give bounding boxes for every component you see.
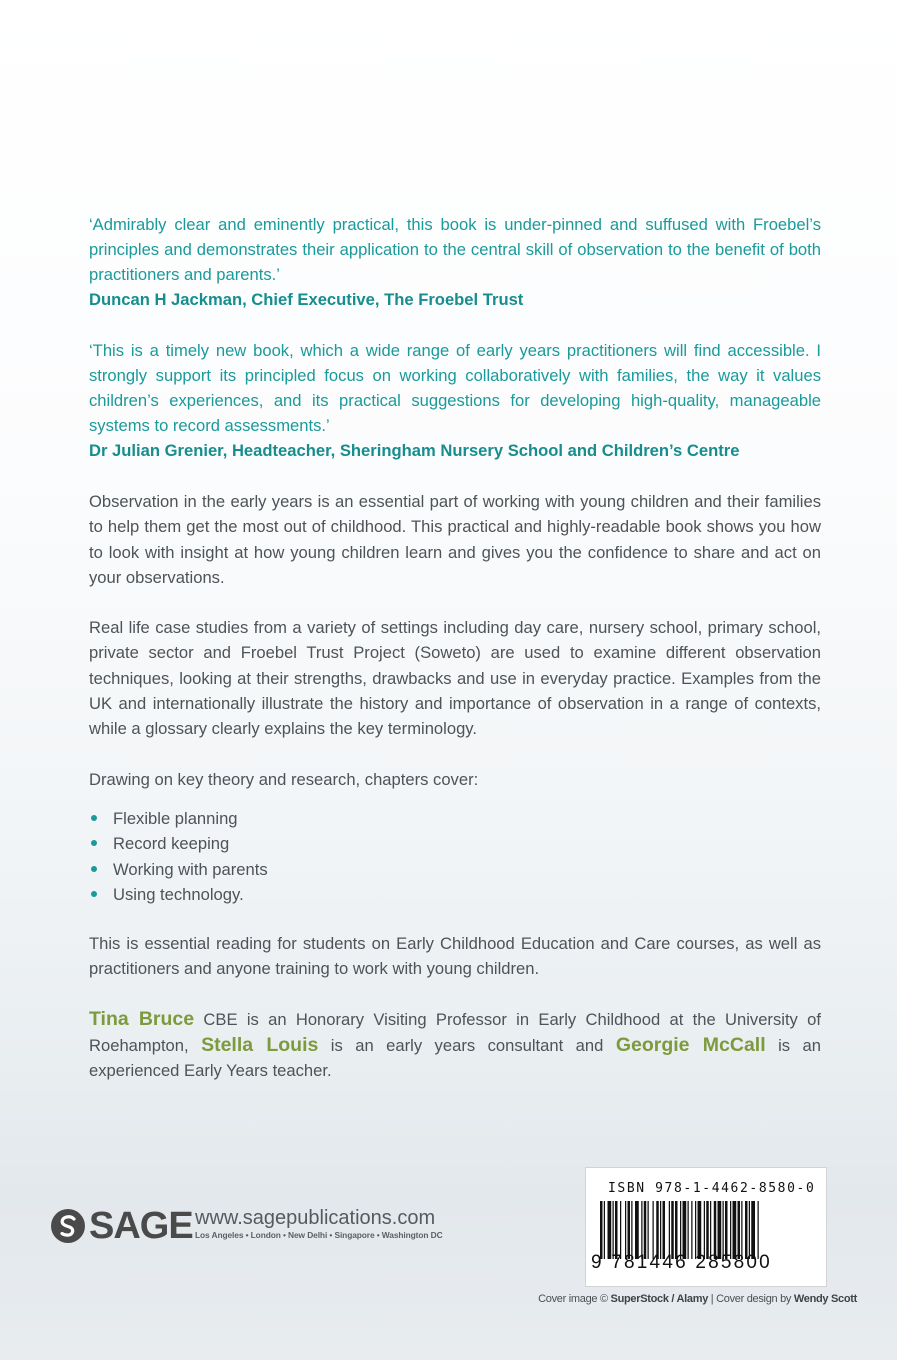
barcode-bar <box>671 1201 674 1259</box>
author-bios: Tina Bruce CBE is an Honorary Visiting Professor in Early Childhood at the University of Roehampton, Stella Louis is an early years consultant and Georgie McCall is an experienced Early Years teacher. <box>89 1008 821 1080</box>
barcode-bar <box>604 1201 605 1259</box>
bullet-icon <box>91 840 97 846</box>
barcode-bar <box>635 1201 639 1259</box>
barcode-bar <box>620 1201 621 1259</box>
barcode-bar <box>641 1201 642 1259</box>
isbn-number: ISBN 978-1-4462-8580-0 <box>608 1181 816 1196</box>
list-item: Working with parents <box>89 857 268 882</box>
barcode-bar <box>631 1201 632 1259</box>
chapters-intro: Drawing on key theory and research, chapters cover: <box>89 770 479 789</box>
quote-1 <box>89 212 821 312</box>
barcode-bar <box>714 1201 717 1259</box>
quote-2 <box>89 338 821 463</box>
barcode-bar <box>653 1201 654 1259</box>
barcode-bar <box>725 1201 728 1259</box>
sage-logo <box>50 1206 193 1246</box>
description-paragraph-1: Observation in the early years is an essential part of working with young children and their families to help them get the most out of childhood. This practical and highly-readable book shows you how to look with insight at how young children learn and gives you the confidence to share and act on your observations. <box>89 492 821 587</box>
barcode-bar <box>660 1201 661 1259</box>
publisher-cities: Los Angeles • London • New Delhi • Singapore • Washington DC <box>195 1230 443 1240</box>
barcode-bar <box>669 1201 670 1259</box>
publisher-url[interactable]: www.sagepublications.com <box>195 1207 436 1229</box>
barcode-bar <box>706 1201 709 1259</box>
author-name: Tina Bruce <box>89 1008 195 1030</box>
barcode-bar <box>608 1201 612 1259</box>
barcode-bar <box>698 1201 702 1259</box>
barcode-bar <box>704 1201 705 1259</box>
barcode-bar <box>733 1201 737 1259</box>
barcode-bar <box>680 1201 681 1259</box>
barcode-bar <box>751 1201 755 1259</box>
list-item: Using technology. <box>89 882 268 907</box>
barcode-bar <box>613 1201 614 1259</box>
barcode-bar <box>628 1201 631 1259</box>
barcode-bar <box>718 1201 722 1259</box>
chapter-list <box>89 806 268 907</box>
quote-text: ‘Admirably clear and eminently practical, this book is under-pinned and suffused with Froebel’s principles and demonstrates their application to the central skill of observation to the benefit of both practitioners and parents.’ <box>89 215 821 284</box>
barcode-bar <box>625 1201 626 1259</box>
barcode-bar <box>683 1201 687 1259</box>
bullet-icon <box>91 891 97 897</box>
quote-attribution: Dr Julian Grenier, Headteacher, Sheringham Nursery School and Children’s Centre <box>89 441 740 460</box>
cover-credit: Cover image © SuperStock / Alamy | Cover design by Wendy Scott <box>538 1293 857 1305</box>
barcode-bar <box>688 1201 689 1259</box>
barcode-bars <box>600 1201 812 1259</box>
barcode-bar <box>600 1201 603 1259</box>
author-name: Stella Louis <box>201 1033 319 1056</box>
publisher-site <box>195 1207 443 1241</box>
sage-s-icon <box>50 1208 86 1244</box>
barcode-bar <box>723 1201 724 1259</box>
logo-text: SAGE <box>89 1205 193 1247</box>
quote-attribution: Duncan H Jackman, Chief Executive, The Froebel Trust <box>89 290 524 309</box>
list-item: Record keeping <box>89 831 268 856</box>
barcode-bar <box>741 1201 742 1259</box>
list-item: Flexible planning <box>89 806 268 831</box>
barcode-bar <box>745 1201 748 1259</box>
barcode-digits: 9 781446 285800 <box>591 1252 772 1273</box>
barcode-bar <box>695 1201 696 1259</box>
barcode-bar <box>738 1201 741 1259</box>
barcode-bar <box>675 1201 678 1259</box>
barcode-bar <box>749 1201 750 1259</box>
barcode-bar <box>663 1201 666 1259</box>
barcode-bar <box>710 1201 711 1259</box>
barcode-bar <box>758 1201 759 1259</box>
barcode-bar <box>730 1201 731 1259</box>
barcode-bar <box>656 1201 659 1259</box>
isbn-barcode <box>585 1167 827 1287</box>
barcode-bar <box>615 1201 618 1259</box>
bullet-icon <box>91 866 97 872</box>
quote-text: ‘This is a timely new book, which a wide range of early years practitioners will find accessible. I strongly support its principled focus on working collaboratively with families, the way it values children’s experiences, and its practical suggestions for developing high-quality, manageable systems to record assessments.’ <box>89 341 821 435</box>
barcode-bar <box>648 1201 649 1259</box>
author-name: Georgie McCall <box>615 1033 766 1056</box>
closing-paragraph: This is essential reading for students on Early Childhood Education and Care courses, as well as practitioners and anyone training to work with young children. <box>89 934 821 979</box>
barcode-bar <box>644 1201 647 1259</box>
barcode-bar <box>691 1201 692 1259</box>
bullet-icon <box>91 815 97 821</box>
description-paragraph-2: Real life case studies from a variety of settings including day care, nursery school, primary school, private sector and Froebel Trust Project (Soweto) are used to examine different observation techniques, looking at their strengths, drawbacks and use in everyday practice. Examples from the UK and internationally illustrate the history and importance of observation in a range of contexts, while a glossary clearly explains the key terminology. <box>89 618 821 739</box>
